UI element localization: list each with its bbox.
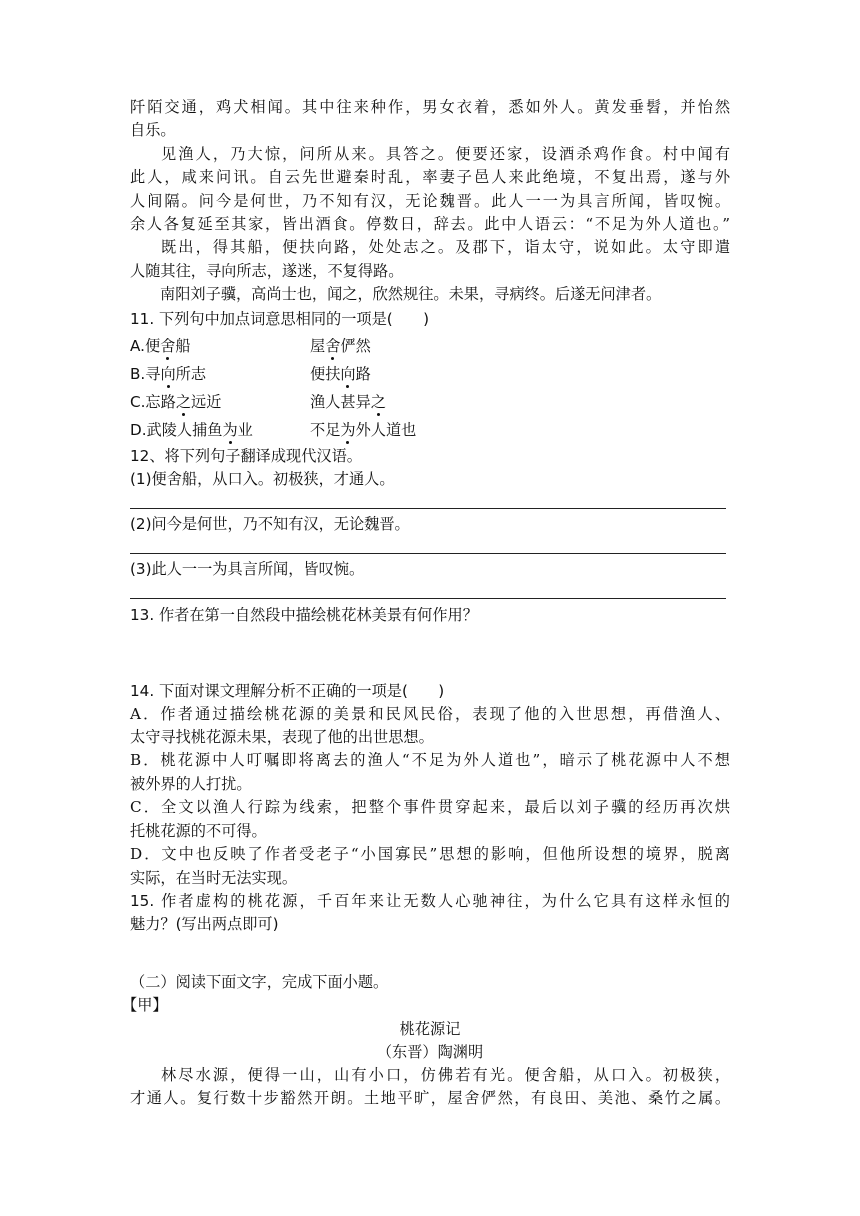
emphasized-word: 向	[160, 364, 176, 383]
option-left-text	[130, 332, 310, 360]
question-12-item-2: (2)问今是何世，乃不知有汉，无论魏晋。	[130, 514, 410, 533]
option-fragment: 业	[237, 420, 253, 439]
option-fragment: D.武陵人捕鱼	[130, 420, 223, 439]
emphasized-word: 为	[340, 420, 356, 439]
passage-line: 人间隔。问今是何世，乃不知有汉，无论魏晋。此人一一为具言所闻，皆叹惋。	[130, 191, 730, 210]
option-fragment: 远近	[191, 392, 222, 411]
question-14-line: A．作者通过描绘桃花源的美景和民风民俗，表现了他的入世思想，再借渔人、	[130, 704, 730, 723]
option-fragment: 路	[355, 364, 371, 383]
passage-title: 桃花源记	[399, 1019, 461, 1038]
answer-space[interactable]	[130, 627, 730, 679]
question-14-line: 被外界的人打扰。	[130, 774, 252, 793]
passage-author: （东晋）陶渊明	[376, 1042, 484, 1061]
option-fragment: 船	[175, 336, 191, 355]
option-fragment: 渔人甚异	[310, 392, 371, 411]
question-12-item-1: (1)便舍船，从口入。初极狭，才通人。	[130, 469, 395, 488]
answer-space[interactable]	[130, 937, 730, 971]
question-11-option	[130, 416, 730, 444]
answer-line[interactable]	[130, 535, 726, 554]
passage-line: 南阳刘子骥，高尚士也，闻之，欣然规往。未果，寻病终。后遂无问津者。	[160, 285, 662, 304]
section-2-label-jia: 【甲】	[122, 996, 168, 1015]
answer-line[interactable]	[130, 490, 726, 509]
section-2-heading: （二）阅读下面文字，完成下面小题。	[130, 972, 389, 991]
question-11-option	[130, 388, 730, 416]
document-page	[122, 96, 730, 1110]
question-11-options	[130, 332, 730, 444]
option-fragment: 外人道也	[355, 420, 417, 439]
question-11-option	[130, 360, 730, 388]
question-14-line: B．桃花源中人叮嘱即将离去的渔人“不足为外人道也”，暗示了桃花源中人不想	[130, 751, 730, 770]
passage-line: 此人，咸来问讯。自云先世避秦时乱，率妻子邑人来此绝境，不复出焉，遂与外	[130, 168, 730, 187]
question-11-stem: 11. 下列句中加点词意思相同的一项是( )	[130, 309, 430, 328]
question-14-line: C．全文以渔人行踪为线索，把整个事件贯穿起来，最后以刘子骥的经历再次烘	[130, 798, 730, 817]
question-12-item-3: (3)此人一一为具言所闻，皆叹惋。	[130, 559, 365, 578]
option-fragment: 俨然	[340, 336, 371, 355]
emphasized-word: 舍	[160, 336, 176, 355]
option-right-text	[310, 416, 416, 444]
question-14-line: D．文中也反映了作者受老子“小国寡民”思想的影响，但他所设想的境界，脱离	[130, 845, 730, 864]
passage-line: 自乐。	[130, 121, 176, 140]
passage-line: 阡陌交通，鸡犬相闻。其中往来种作，男女衣着，悉如外人。黄发垂髫，并怡然	[130, 98, 730, 116]
option-left-text	[130, 360, 310, 388]
question-15-line: 15. 作者虚构的桃花源，千百年来让无数人心驰神往，为什么它具有这样永恒的	[130, 891, 730, 910]
passage-line: 余人各复延至其家，皆出酒食。停数日，辞去。此中人语云：“不足为外人道也。”	[130, 215, 730, 234]
option-fragment: C.忘路	[130, 392, 176, 411]
question-13: 13. 作者在第一自然段中描绘桃花林美景有何作用？	[130, 605, 478, 624]
option-right-text	[310, 332, 371, 360]
option-fragment: 屋	[310, 336, 326, 355]
question-11-option	[130, 332, 730, 360]
passage-line: 才通人。复行数十步豁然开朗。土地平旷，屋舍俨然，有良田、美池、桑竹之属。	[130, 1088, 730, 1107]
emphasized-word: 向	[340, 364, 356, 383]
question-14-line: 托桃花源的不可得。	[130, 821, 267, 840]
option-right-text	[310, 388, 386, 416]
option-left-text	[130, 416, 310, 444]
question-14-line: 实际，在当时无法实现。	[130, 868, 298, 887]
option-fragment: 所志	[175, 364, 206, 383]
option-right-text	[310, 360, 371, 388]
passage-line: 见渔人，乃大惊，问所从来。具答之。便要还家，设酒杀鸡作食。村中闻有	[161, 144, 730, 163]
option-fragment: B.寻	[130, 364, 161, 383]
option-fragment: A.便	[130, 336, 161, 355]
question-14-line: 太守寻找桃花源未果，表现了他的出世思想。	[130, 728, 434, 747]
emphasized-word: 之	[175, 392, 191, 411]
emphasized-word: 为	[222, 420, 238, 439]
option-left-text	[130, 388, 310, 416]
question-14-stem: 14. 下面对课文理解分析不正确的一项是( )	[130, 681, 445, 700]
question-15-line: 魅力？(写出两点即可)	[130, 915, 279, 934]
emphasized-word: 舍	[325, 336, 341, 355]
passage-line: 人随其往，寻向所志，遂迷，不复得路。	[130, 261, 404, 280]
option-fragment: 便扶	[310, 364, 341, 383]
passage-line: 既出，得其船，便扶向路，处处志之。及郡下，诣太守，说如此。太守即遣	[161, 238, 730, 257]
passage-line: 林尽水源，便得一山，山有小口，仿佛若有光。便舍船，从口入。初极狭，	[161, 1065, 730, 1084]
answer-line[interactable]	[130, 580, 726, 599]
emphasized-word: 之	[370, 392, 386, 411]
option-fragment: 不足	[310, 420, 341, 439]
question-12-stem: 12、将下列句子翻译成现代汉语。	[130, 446, 362, 465]
